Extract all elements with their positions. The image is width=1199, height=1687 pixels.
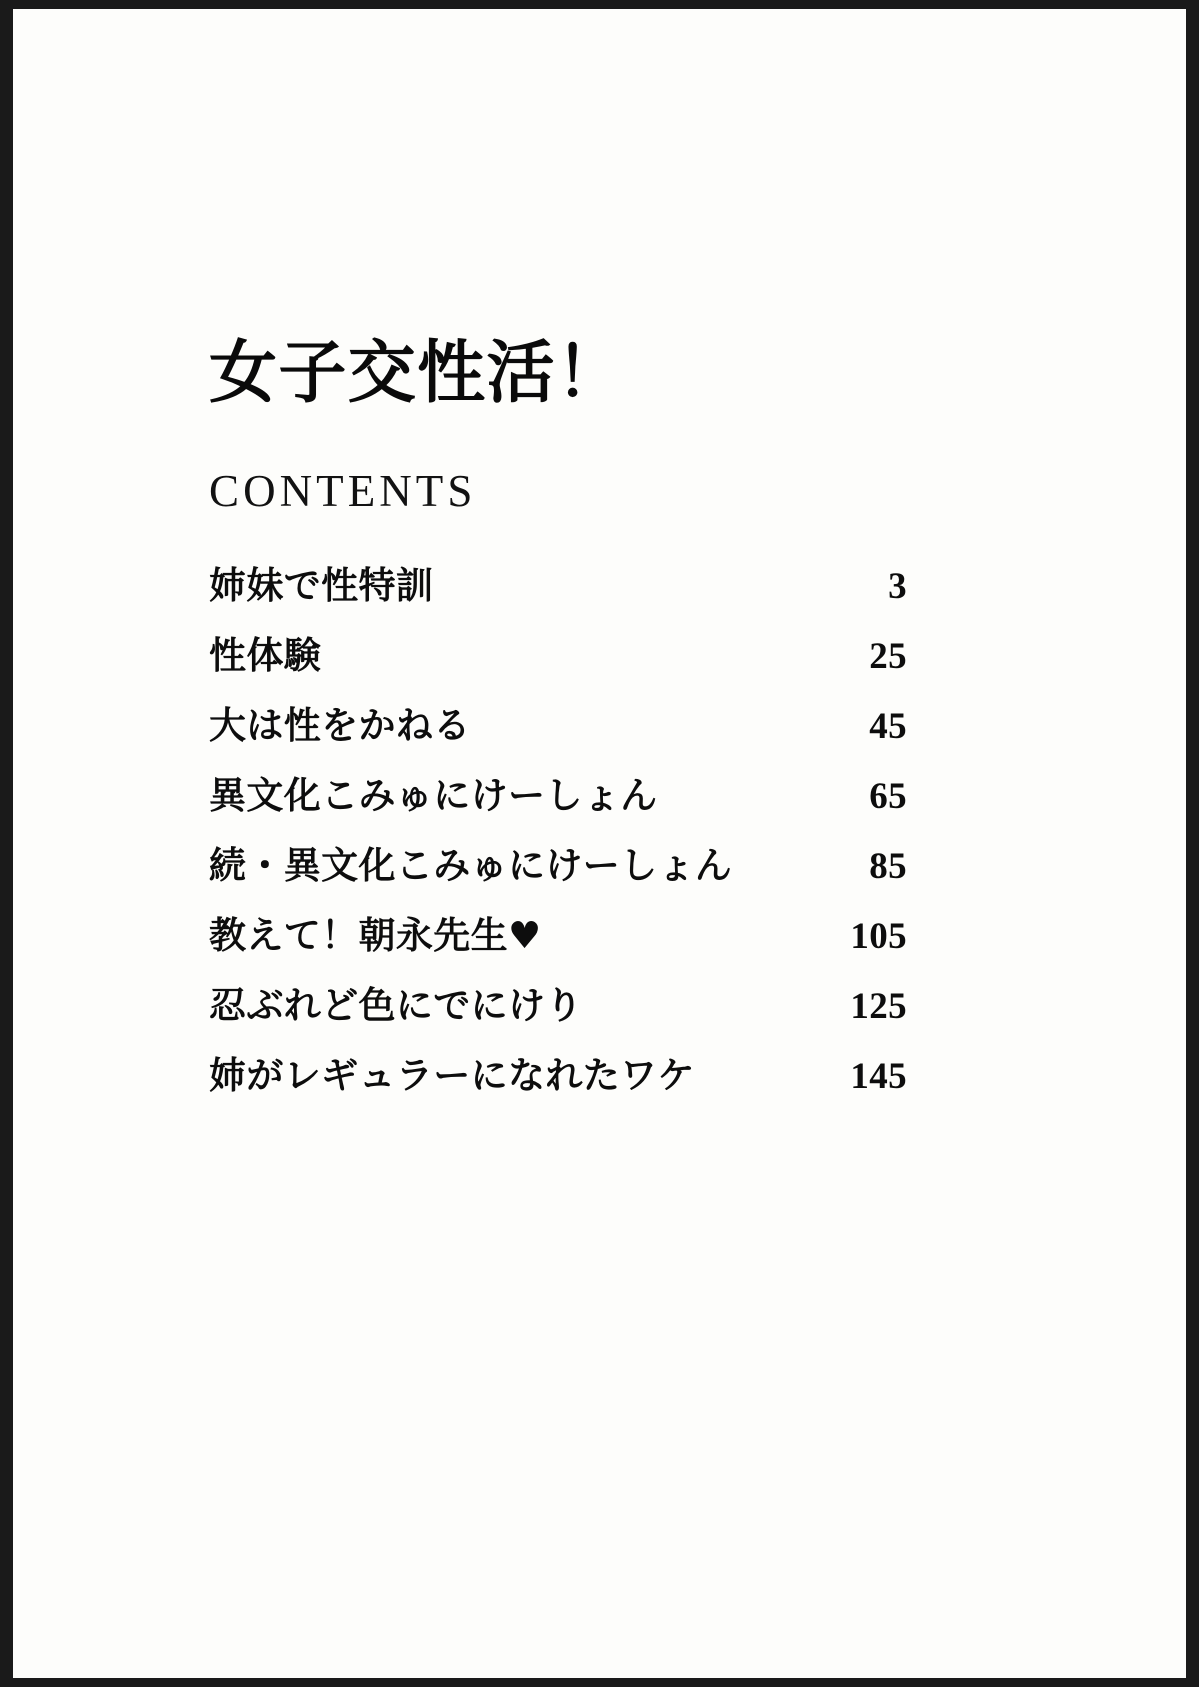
toc-entry-page: 85 xyxy=(869,846,907,887)
toc-entry-page: 65 xyxy=(869,776,907,817)
book-page xyxy=(13,9,1186,1678)
list-item[interactable] xyxy=(209,985,907,1028)
toc-entry-page: 125 xyxy=(850,986,907,1027)
list-item[interactable] xyxy=(209,915,907,958)
toc-entry-page: 145 xyxy=(850,1056,907,1097)
contents-heading: CONTENTS xyxy=(209,466,477,516)
list-item[interactable] xyxy=(209,775,907,818)
toc-entry-title: 異文化こみゅにけーしょん xyxy=(209,773,658,817)
list-item[interactable] xyxy=(209,565,907,608)
toc-list xyxy=(209,565,907,1098)
page-title: 女子交性活！ xyxy=(209,333,626,413)
toc-entry-title: 姉妹で性特訓 xyxy=(209,563,434,607)
toc-entry-title: 性体験 xyxy=(209,633,322,677)
toc-entry-title: 忍ぶれど色にでにけり xyxy=(209,983,583,1027)
toc-entry-title: 続・異文化こみゅにけーしょん xyxy=(209,843,733,887)
toc-entry-title: 大は性をかねる xyxy=(209,703,471,747)
toc-entry-title: 教えて！朝永先生♥ xyxy=(209,913,542,957)
toc-entry-page: 105 xyxy=(850,916,907,957)
list-item[interactable] xyxy=(209,845,907,888)
list-item[interactable] xyxy=(209,705,907,748)
toc-entry-page: 25 xyxy=(869,636,907,677)
table-of-contents-block xyxy=(209,333,909,1125)
list-item[interactable] xyxy=(209,1055,907,1098)
toc-entry-page: 45 xyxy=(869,706,907,747)
toc-entry-title: 姉がレギュラーになれたワケ xyxy=(209,1053,695,1097)
toc-entry-page: 3 xyxy=(888,566,907,607)
list-item[interactable] xyxy=(209,635,907,678)
